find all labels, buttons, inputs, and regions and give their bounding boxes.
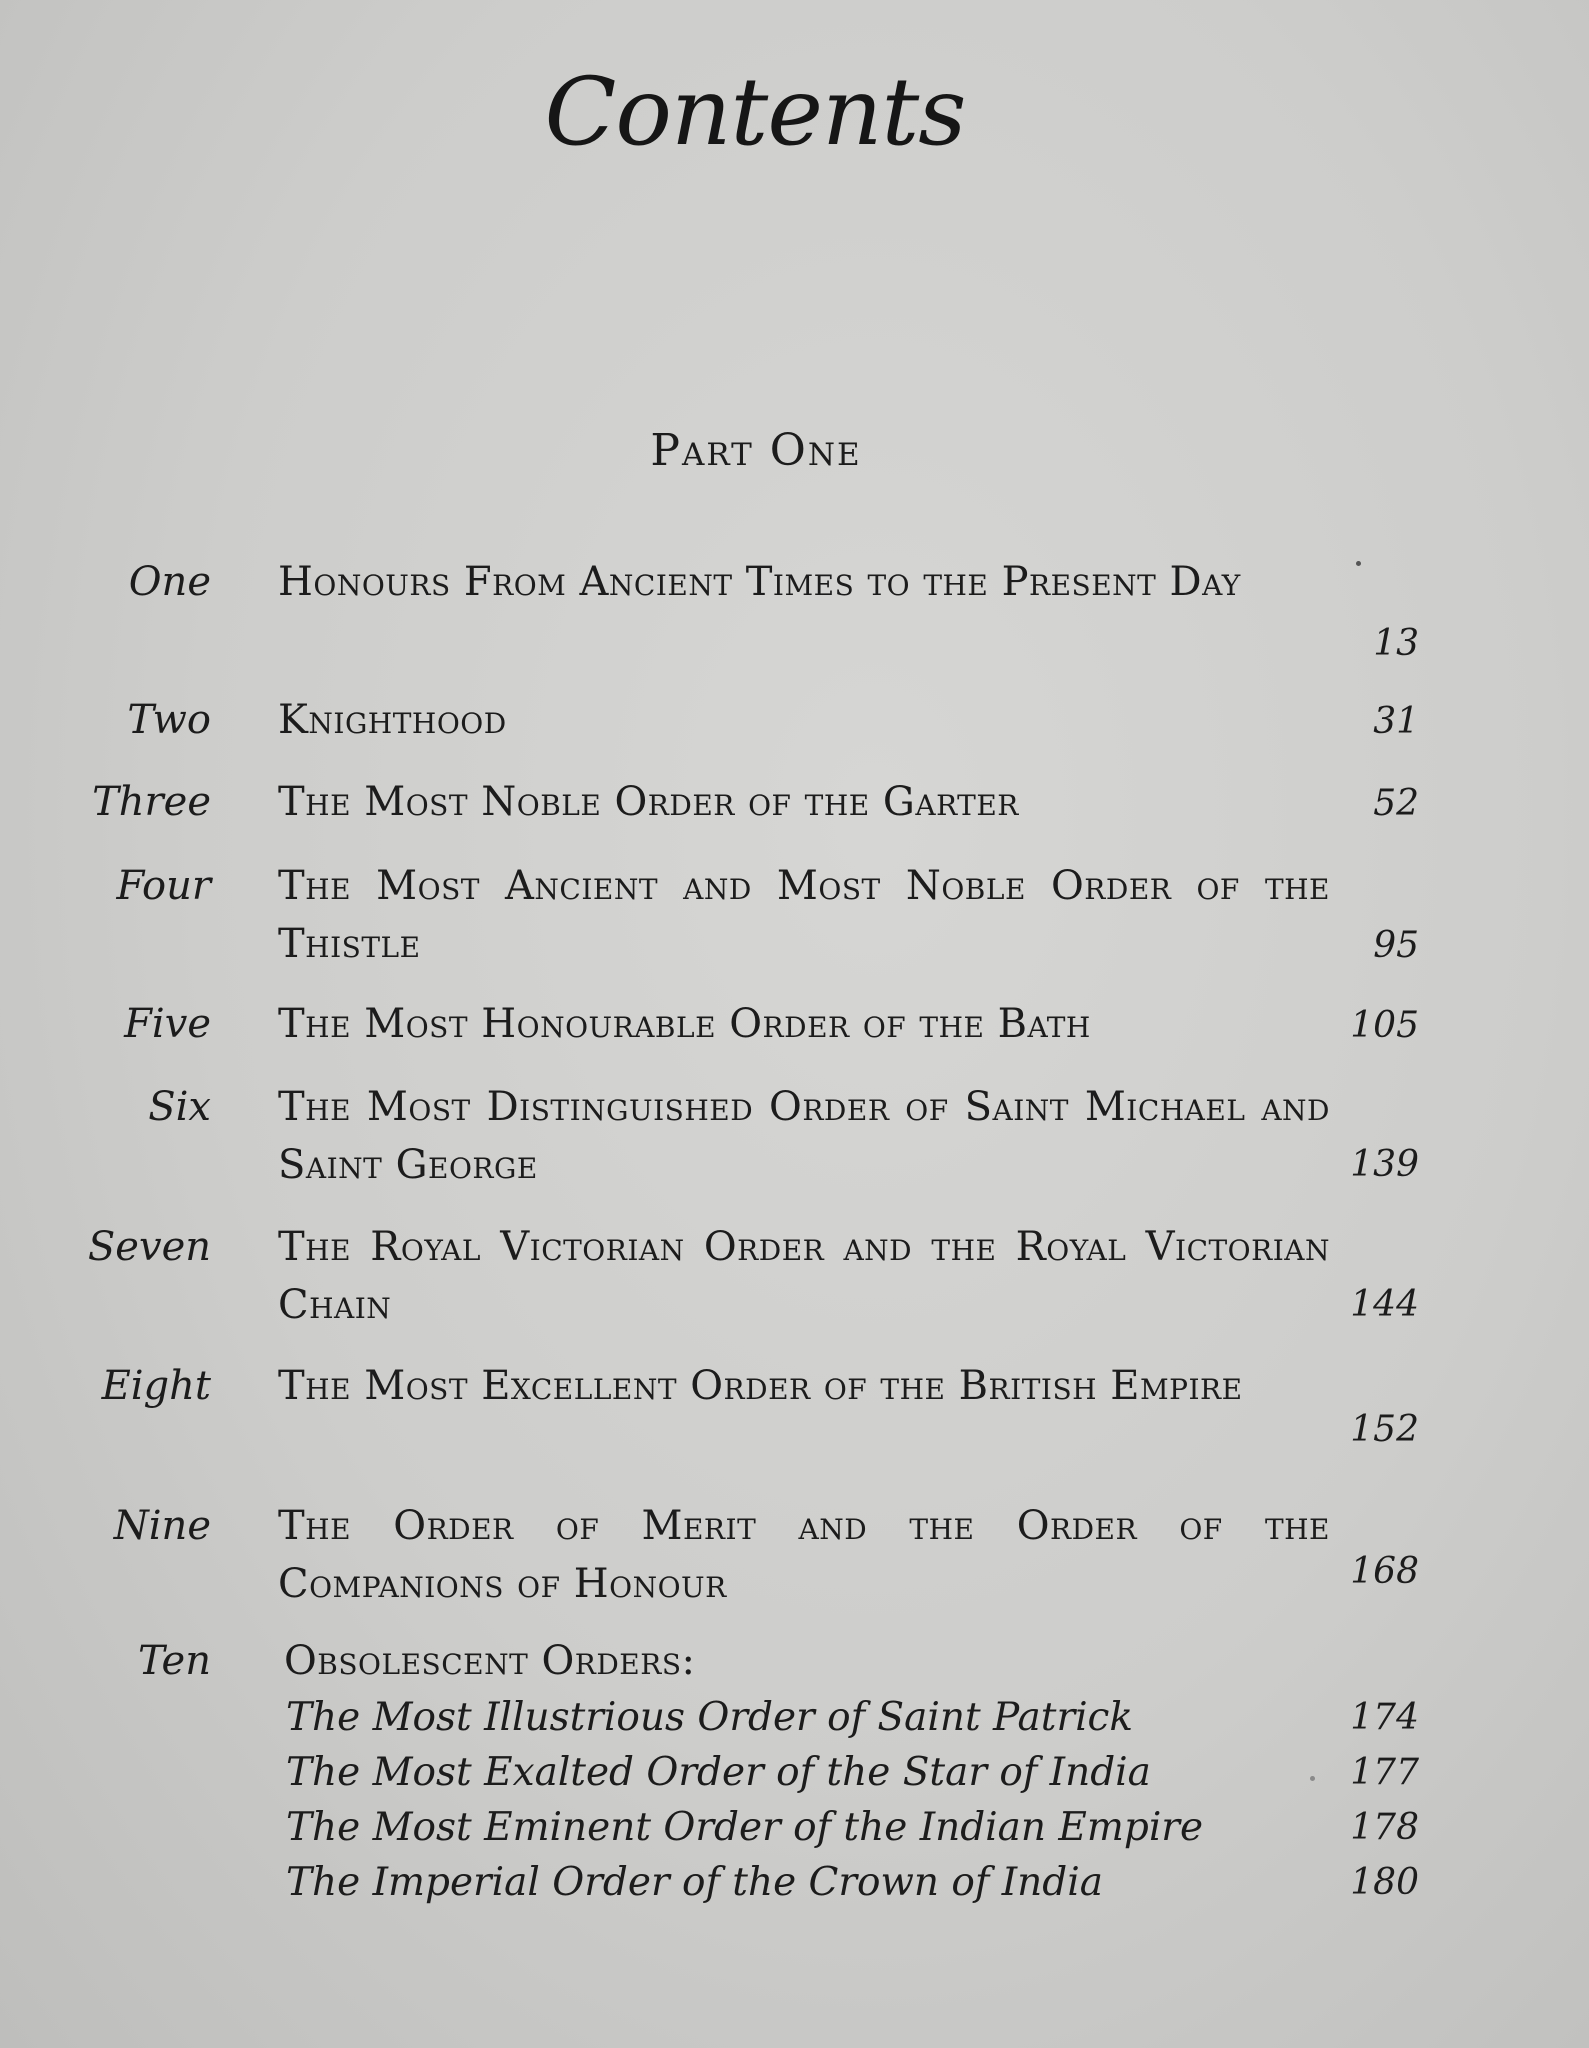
part-heading: Part One bbox=[650, 425, 862, 476]
chapter-number: Three bbox=[92, 779, 211, 825]
chapter-title: Knighthood bbox=[278, 697, 507, 743]
page-number: 13 bbox=[1373, 623, 1419, 664]
page-number: 174 bbox=[1350, 1697, 1419, 1738]
sub-entry-title: The Imperial Order of the Crown of India bbox=[286, 1860, 1103, 1905]
page-title: Contents bbox=[544, 58, 966, 167]
chapter-number: Two bbox=[127, 697, 211, 743]
chapter-title: The Most Noble Order of the Garter bbox=[278, 779, 1019, 825]
chapter-title: The Most Distinguished Order of Saint Michael and Saint George bbox=[278, 1084, 1330, 1188]
page-number: 177 bbox=[1350, 1752, 1419, 1793]
page-number: 95 bbox=[1373, 925, 1419, 966]
page-number: 139 bbox=[1350, 1144, 1419, 1185]
page-number: 180 bbox=[1350, 1862, 1419, 1903]
page-number: 178 bbox=[1350, 1807, 1419, 1848]
chapter-number: Eight bbox=[101, 1363, 211, 1409]
chapter-number: Seven bbox=[87, 1224, 211, 1270]
chapter-number: One bbox=[128, 559, 211, 605]
chapter-title: The Most Excellent Order of the British Empire bbox=[278, 1363, 1243, 1409]
sub-entry-title: The Most Exalted Order of the Star of India bbox=[286, 1750, 1151, 1795]
chapter-title: The Most Ancient and Most Noble Order of the Thistle bbox=[278, 863, 1330, 967]
page-number: 52 bbox=[1373, 783, 1419, 824]
sub-entry-title: The Most Illustrious Order of Saint Patrick bbox=[286, 1695, 1134, 1740]
chapter-number: Nine bbox=[113, 1503, 211, 1549]
chapter-title: The Order of Merit and the Order of the Companions of Honour bbox=[278, 1503, 1330, 1607]
page-number: 168 bbox=[1350, 1551, 1419, 1592]
chapter-title: Obsolescent Orders: bbox=[284, 1638, 696, 1684]
page-number: 152 bbox=[1350, 1409, 1419, 1450]
chapter-number: Five bbox=[124, 1001, 211, 1047]
sub-entry-title: The Most Eminent Order of the Indian Empire bbox=[286, 1805, 1204, 1850]
chapter-title: The Royal Victorian Order and the Royal Victorian Chain bbox=[278, 1224, 1330, 1328]
paper-speck bbox=[1310, 1776, 1315, 1781]
page-number: 105 bbox=[1350, 1005, 1419, 1046]
chapter-number: Ten bbox=[137, 1638, 211, 1684]
chapter-number: Six bbox=[148, 1084, 211, 1130]
chapter-number: Four bbox=[116, 863, 211, 909]
page-number: 31 bbox=[1373, 701, 1419, 742]
chapter-title: The Most Honourable Order of the Bath bbox=[278, 1001, 1091, 1047]
paper-speck bbox=[1356, 561, 1361, 566]
chapter-title: Honours From Ancient Times to the Present Day bbox=[278, 559, 1241, 605]
page-number: 144 bbox=[1350, 1284, 1419, 1325]
